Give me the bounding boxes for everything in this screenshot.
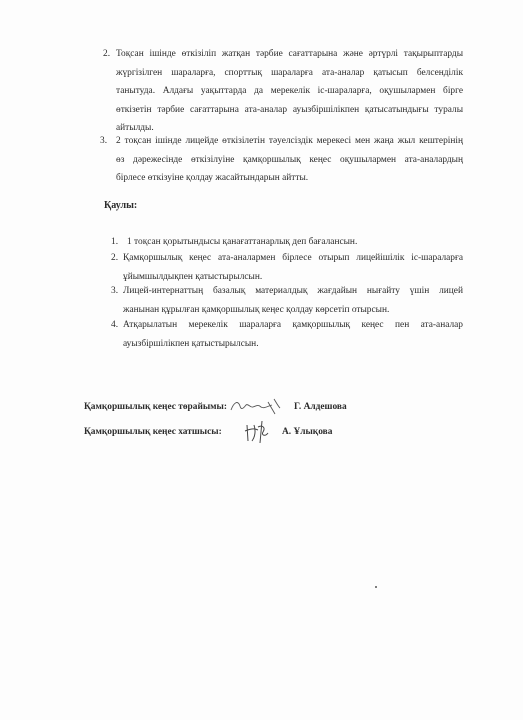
item-line: 1 тоқсан қорытындысы қанағаттанарлық деп бағалансын. xyxy=(127,237,358,247)
decisions-heading: Қаулы: xyxy=(104,200,138,211)
item-number: 4. xyxy=(111,320,119,330)
item-line: Қамқоршылық кеңес ата-аналармен бірлесе отырып лицейішілік іс-шараларға xyxy=(123,253,463,263)
list-item xyxy=(100,132,463,188)
item-line: өткізетін тәрбие сағаттарына ата-аналар ауызбіршілікпен қатысатындығы туралы xyxy=(116,104,463,115)
item-number: 3. xyxy=(100,136,108,146)
secretary-name: А. Ұлықова xyxy=(282,427,333,437)
item-line: 2 тоқсан ішінде лицейде өткізілетін тәуелсіздік мерекесі мен жаңа жыл кештерінің xyxy=(116,136,463,146)
chairman-signature-icon xyxy=(228,396,284,418)
decision-item xyxy=(111,316,463,353)
item-number: 2. xyxy=(103,49,111,59)
chairman-name: Г. Алдешова xyxy=(294,402,347,412)
item-number: 1. xyxy=(111,237,119,247)
item-line: ауызбіршілікпен қатыстырылсын. xyxy=(123,338,259,349)
item-number: 2. xyxy=(111,253,119,263)
item-line: Тоқсан ішінде өткізіліп жатқан тәрбие сағаттарына және әртүрлі тақырыптарды xyxy=(116,49,463,59)
item-line: жүргізілген шараларға, спорттық шараларға ата-аналар қатысып белсенділік xyxy=(116,67,463,78)
item-line: Лицей-интернаттың базалық материалдық жағдайын нығайту үшін лицей xyxy=(123,286,463,296)
secretary-title: Қамқоршылық кеңес хатшысы: xyxy=(84,427,222,437)
item-line: танытуда. Алдағы уақыттарда да мерекелік іс-шараларға, оқушылармен бірге xyxy=(116,86,463,96)
decision-item xyxy=(111,282,463,319)
item-line: айтылды. xyxy=(116,123,154,133)
item-line: Атқарылатын мерекелік шараларға қамқоршылық кеңес пен ата-аналар xyxy=(123,320,463,330)
item-line: өз дәрежесінде өткізілуіне қамқоршылық кеңес оқушылармен ата-аналардың xyxy=(116,154,463,165)
chairman-title: Қамқоршылық кеңес төрайымы: xyxy=(84,402,227,412)
secretary-signature-icon xyxy=(242,419,272,445)
item-line: жанынан құрылған қамқоршылық кеңес қолдау көрсетіп отырсын. xyxy=(123,304,390,315)
decision-item xyxy=(111,249,463,286)
item-line: ұйымшылдықпен қатыстырылсын. xyxy=(123,271,263,282)
page-mark xyxy=(375,586,377,588)
item-number: 3. xyxy=(111,286,119,296)
list-item xyxy=(103,45,463,138)
item-line: бірлесе өткізуіне қолдау жасайтындарын айтты. xyxy=(116,173,309,183)
